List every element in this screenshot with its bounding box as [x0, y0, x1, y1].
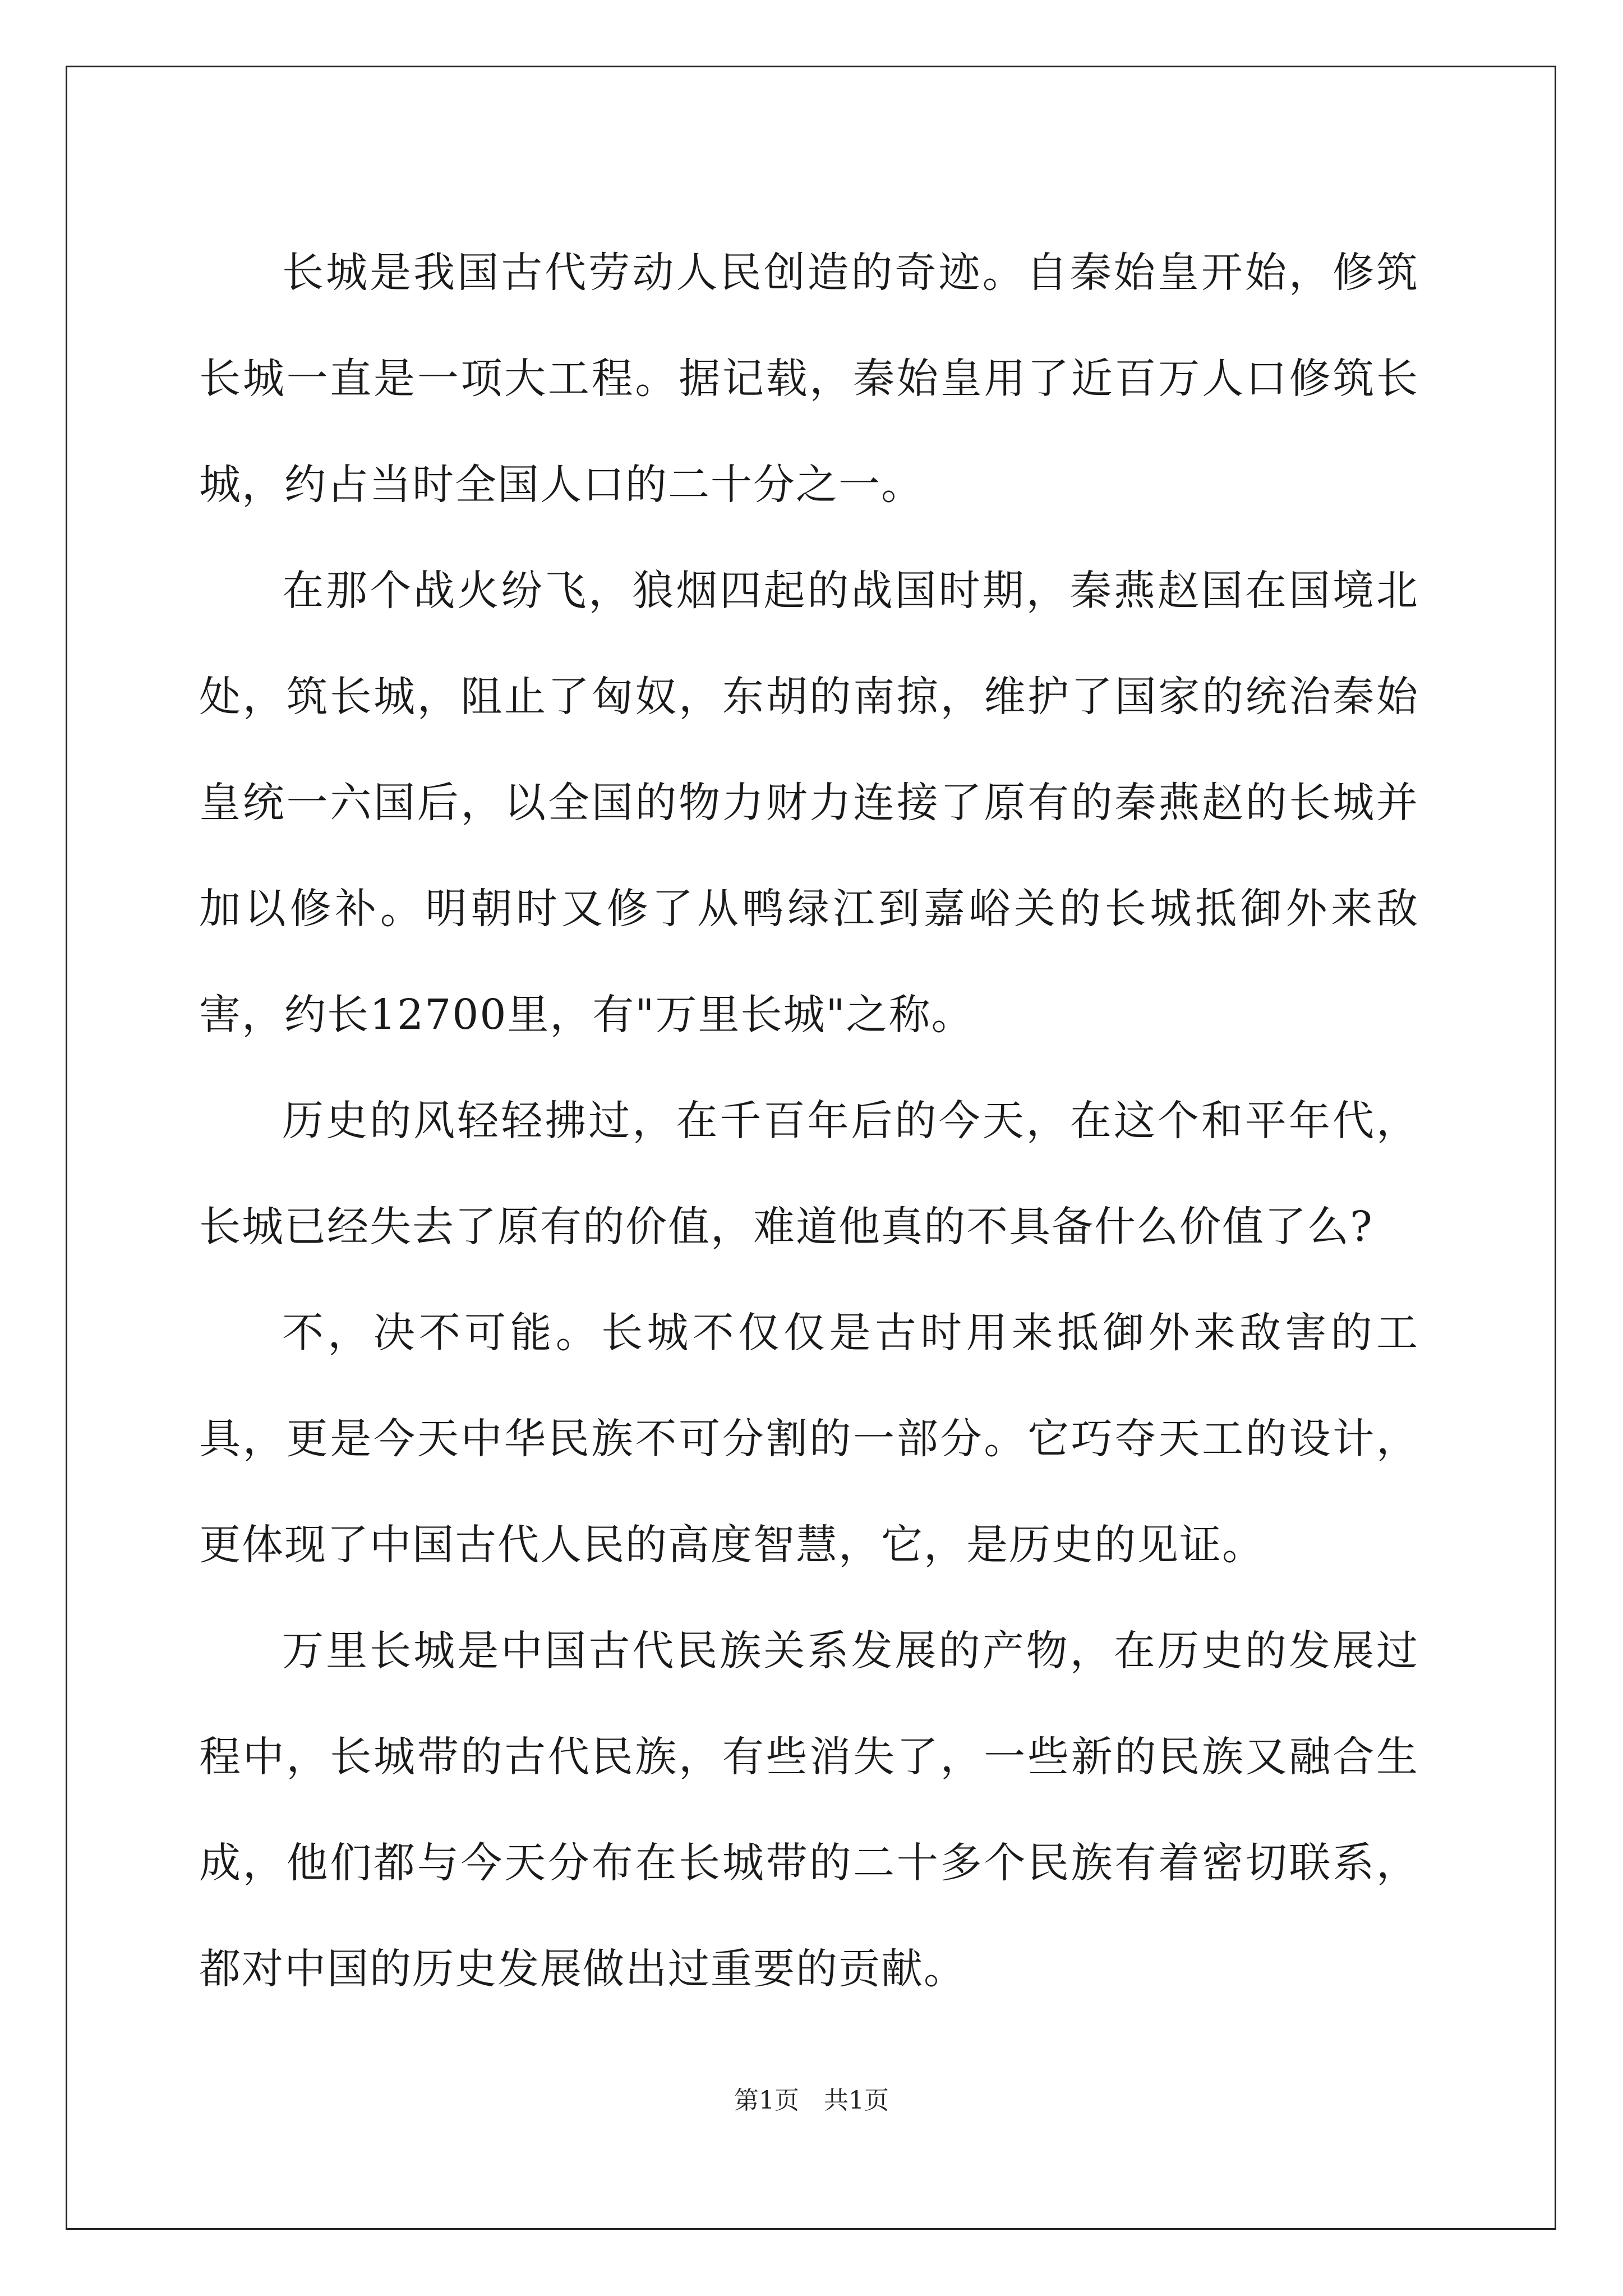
paragraph: 历史的风轻轻拂过，在千百年后的今天，在这个和平年代，长城已经失去了原有的价值，难道他真的不具备什么价值了么? [199, 1097, 1419, 1251]
paragraph: 在那个战火纷飞，狼烟四起的战国时期，秦燕赵国在国境北处，筑长城，阻止了匈奴，东胡的南掠，维护了国家的统治秦始皇统一六国后，以全国的物力财力连接了原有的秦燕赵的长城并加以修补。明朝时又修了从鸭绿江到嘉峪关的长城抵御外来敌害，约长12700里，有"万里长城"之称。 [199, 567, 1419, 1039]
paragraph: 长城是我国古代劳动人民创造的奇迹。自秦始皇开始，修筑长城一直是一项大工程。据记载，秦始皇用了近百万人口修筑长城，约占当时全国人口的二十分之一。 [199, 249, 1419, 509]
paragraph: 不，决不可能。长城不仅仅是古时用来抵御外来敌害的工具，更是今天中华民族不可分割的一部分。它巧夺天工的设计，更体现了中国古代人民的高度智慧，它，是历史的见证。 [199, 1309, 1419, 1569]
document-body [199, 220, 1419, 2022]
paragraph: 万里长城是中国古代民族关系发展的产物，在历史的发展过程中，长城带的古代民族，有些消失了，一些新的民族又融合生成，他们都与今天分布在长城带的二十多个民族有着密切联系，都对中国的历史发展做出过重要的贡献。 [199, 1627, 1419, 1993]
page-number-footer: 第1页 共1页 [734, 2086, 889, 2115]
